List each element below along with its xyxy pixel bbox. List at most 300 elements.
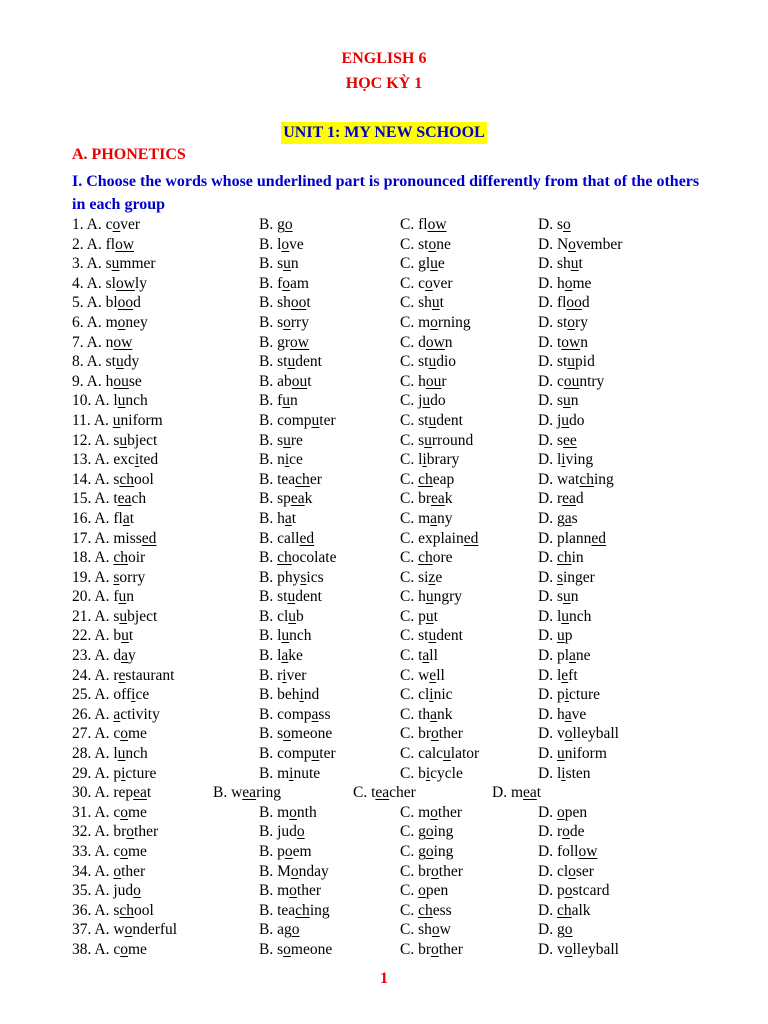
underlined-part: ch [119, 901, 135, 919]
word-prefix: st [418, 235, 429, 253]
word-prefix: v [556, 725, 565, 743]
question-row [72, 587, 712, 607]
word-suffix: ess [432, 901, 452, 919]
word-prefix: p [556, 686, 565, 704]
question-row [72, 509, 712, 529]
word-suffix: ver [120, 216, 141, 233]
word-suffix: ther [438, 725, 463, 743]
question-row [72, 489, 712, 509]
word-suffix: vember [575, 235, 623, 253]
word-prefix: c [418, 274, 425, 292]
word-suffix: d [581, 294, 590, 312]
underlined-part: o [281, 235, 290, 253]
word-suffix: do [569, 411, 585, 429]
option-d [538, 470, 614, 490]
word-suffix: brary [426, 451, 460, 469]
word-prefix: comp [277, 411, 312, 429]
option-letter: C. [400, 274, 419, 292]
word-prefix: l [556, 607, 562, 625]
word-suffix: ch [131, 490, 147, 508]
word-suffix: ctivity [120, 705, 160, 723]
word-suffix: ser [575, 862, 594, 880]
option-letter: A. [94, 647, 114, 665]
underlined-part: oo [566, 294, 582, 312]
option-letter: A. [94, 921, 114, 939]
underlined-part: ed [463, 529, 479, 547]
question-number: 9. [72, 372, 87, 390]
underlined-part: ea [431, 490, 445, 508]
option-letter: D. [538, 431, 557, 449]
question-row [72, 431, 712, 451]
question-row [72, 313, 712, 333]
option-c [400, 822, 453, 842]
word-suffix: t [291, 509, 297, 527]
option-b [259, 568, 324, 588]
word-suffix: de [569, 823, 585, 841]
question-number: 14. [72, 470, 95, 488]
unit-heading: UNIT 1: MY NEW SCHOOL [281, 122, 487, 144]
option-letter: B. [259, 274, 278, 292]
word-suffix: rning [437, 313, 471, 331]
underlined-part: e [561, 666, 569, 684]
underlined-part: o [425, 823, 434, 841]
word-prefix: sp [277, 490, 291, 508]
option-letter: A. [94, 705, 114, 723]
underlined-part: o [117, 313, 126, 331]
option-letter: D. [538, 529, 557, 547]
underlined-part: ou [113, 372, 129, 390]
option-a [72, 529, 156, 549]
option-letter: A. [94, 901, 114, 919]
question-number: 8. [72, 353, 87, 371]
word-suffix: t [306, 294, 311, 312]
option-d [538, 254, 583, 274]
option-letter: C. [400, 764, 419, 782]
word-suffix: ing [433, 843, 454, 860]
option-a [72, 313, 148, 333]
word-prefix: cl [418, 686, 430, 704]
word-prefix: s [113, 901, 120, 919]
option-a [72, 274, 147, 294]
option-c [400, 705, 453, 725]
word-prefix: g [418, 843, 426, 860]
underlined-part: ow [290, 333, 309, 351]
option-letter: A. [94, 803, 114, 821]
option-letter: C. [400, 745, 419, 763]
option-d [538, 333, 588, 353]
option-letter: A. [94, 862, 114, 880]
option-d [538, 842, 597, 862]
option-c [400, 587, 462, 607]
question-number: 6. [72, 313, 87, 331]
word-suffix: cture [125, 764, 157, 782]
option-letter: C. [400, 705, 419, 723]
question-number: 2. [72, 235, 87, 253]
word-prefix: cl [277, 607, 289, 625]
underlined-part: o [563, 216, 571, 233]
word-prefix: s [556, 588, 563, 606]
word-suffix: in [571, 549, 584, 567]
underlined-part: o [424, 274, 433, 292]
option-d [538, 274, 591, 294]
question-row [72, 274, 712, 294]
underlined-part: ch [556, 901, 572, 919]
option-b [259, 920, 299, 940]
word-prefix: m [418, 509, 431, 527]
underlined-part: o [126, 823, 135, 841]
word-suffix: ter [319, 745, 336, 763]
word-suffix: nk [437, 705, 453, 723]
underlined-part: u [115, 353, 124, 371]
word-prefix: calc [418, 745, 444, 763]
underlined-part: i [284, 451, 290, 469]
underlined-part: i [289, 764, 294, 782]
option-d [538, 352, 595, 372]
underlined-part: o [568, 862, 576, 880]
option-letter: A. [94, 470, 114, 488]
word-prefix: t [113, 490, 118, 508]
option-letter: B. [259, 294, 278, 312]
option-c [400, 764, 463, 784]
option-letter: D. [538, 823, 557, 841]
option-b [259, 215, 293, 235]
option-c [400, 862, 463, 882]
option-letter: D. [538, 901, 557, 919]
word-suffix: rround [431, 431, 474, 449]
word-suffix: ver [432, 274, 453, 292]
word-prefix: r [113, 666, 119, 684]
option-b [259, 411, 336, 431]
option-letter: B. [259, 823, 278, 841]
option-c [400, 529, 478, 549]
question-number: 24. [72, 666, 95, 684]
underlined-part: u [119, 607, 128, 625]
underlined-part: o [431, 862, 439, 880]
word-suffix: nderful [132, 921, 178, 939]
underlined-part: o [289, 882, 297, 900]
word-prefix: t [556, 333, 562, 351]
word-prefix: cl [556, 862, 569, 880]
option-a [72, 744, 148, 764]
word-suffix: e [435, 568, 443, 586]
option-letter: A. [86, 235, 106, 253]
option-letter: D. [538, 509, 557, 527]
word-suffix: w [439, 921, 451, 939]
option-c [400, 568, 442, 588]
word-suffix: ther [437, 803, 463, 821]
option-letter: A. [94, 882, 114, 900]
underlined-part: ea [117, 490, 132, 508]
section-heading: A. PHONETICS [72, 146, 186, 163]
word-prefix: s [277, 431, 284, 449]
word-suffix: ore [432, 549, 453, 567]
word-prefix: d [113, 647, 122, 665]
option-b [259, 646, 303, 666]
option-a [72, 764, 156, 784]
underlined-part: oo [117, 294, 134, 312]
option-b [259, 940, 332, 960]
option-letter: A. [94, 549, 114, 567]
word-prefix: th [418, 705, 431, 723]
underlined-part: ou [425, 372, 442, 390]
underlined-part: a [121, 647, 128, 665]
underlined-part: oo [290, 294, 307, 312]
option-letter: A. [94, 686, 114, 704]
word-prefix: s [277, 313, 284, 331]
word-suffix: d [575, 490, 584, 508]
word-prefix: g [556, 921, 565, 939]
option-letter: B. [259, 431, 278, 449]
word-prefix: s [277, 255, 284, 273]
word-suffix: ney [125, 313, 148, 331]
word-prefix: br [418, 940, 432, 958]
question-number: 5. [72, 294, 87, 312]
word-prefix: ag [277, 921, 292, 939]
word-prefix: t [371, 784, 376, 802]
underlined-part: i [131, 686, 136, 704]
word-suffix: t [307, 372, 312, 390]
underlined-part: a [564, 705, 572, 723]
word-suffix: ss [318, 705, 331, 723]
word-suffix: ter [319, 411, 336, 429]
word-suffix: am [290, 274, 309, 292]
option-b [213, 783, 281, 803]
word-prefix: b [418, 764, 426, 782]
underlined-part: u [281, 627, 290, 645]
option-letter: A. [93, 411, 113, 429]
option-letter: D. [538, 490, 557, 508]
option-letter: B. [259, 627, 278, 645]
word-suffix: orry [119, 568, 146, 586]
question-number: 12. [72, 431, 95, 449]
option-letter: A. [86, 313, 106, 331]
word-suffix: bject [127, 431, 158, 449]
word-suffix: nic [433, 686, 453, 704]
option-letter: C. [400, 451, 419, 469]
question-number: 18. [72, 549, 95, 567]
word-suffix: nch [569, 607, 592, 625]
underlined-part: ea [375, 784, 390, 802]
word-suffix: er [309, 470, 322, 488]
underlined-part: u [425, 588, 434, 606]
word-suffix: me [128, 843, 147, 860]
question-row [72, 920, 712, 940]
option-letter: C. [400, 392, 419, 410]
option-letter: B. [259, 255, 278, 273]
underlined-part: o [284, 216, 293, 233]
underlined-part: u [422, 392, 431, 410]
word-suffix: inger [563, 568, 595, 586]
word-prefix: m [418, 313, 431, 331]
underlined-part: a [122, 509, 130, 527]
question-row [72, 783, 712, 803]
word-suffix: y [128, 647, 136, 665]
underlined-part: u [563, 588, 571, 606]
option-b [259, 235, 304, 255]
underlined-part: z [428, 568, 436, 586]
word-suffix: ool [134, 901, 154, 919]
option-d [538, 548, 584, 568]
option-b [259, 274, 309, 294]
option-letter: A. [94, 784, 114, 802]
word-prefix: explain [418, 529, 464, 547]
option-b [259, 881, 321, 901]
document-title: ENGLISH 6 [341, 50, 427, 67]
word-prefix: g [556, 509, 565, 527]
underlined-part: i [561, 764, 566, 782]
option-letter: C. [400, 470, 419, 488]
option-d [538, 391, 579, 411]
option-a [72, 724, 147, 744]
question-row [72, 548, 712, 568]
word-suffix: nth [296, 803, 317, 821]
option-c [400, 431, 473, 451]
option-b [259, 509, 296, 529]
question-number: 1. [72, 216, 87, 233]
underlined-part: s [113, 568, 120, 586]
option-b [259, 529, 314, 549]
underlined-part: a [430, 509, 438, 527]
underlined-part: i [121, 764, 126, 782]
word-prefix: h [105, 372, 114, 390]
option-letter: B. [259, 549, 278, 567]
option-c [400, 391, 446, 411]
question-number: 29. [72, 764, 95, 782]
option-letter: B. [259, 705, 278, 723]
word-suffix: ce [135, 686, 150, 704]
underlined-part: u [430, 255, 438, 273]
word-prefix: l [556, 451, 562, 469]
option-letter: A. [94, 940, 114, 958]
word-prefix: p [556, 882, 565, 900]
word-prefix: f [277, 392, 283, 410]
option-a [72, 685, 149, 705]
underlined-part: o [284, 843, 293, 860]
option-d [538, 724, 619, 744]
option-b [259, 666, 306, 686]
underlined-part: u [431, 294, 440, 312]
option-c [400, 293, 444, 313]
word-suffix: ry [575, 313, 588, 331]
word-prefix: br [113, 823, 127, 841]
word-suffix: ther [438, 940, 463, 958]
underlined-part: u [117, 392, 126, 410]
option-letter: B. [259, 451, 278, 469]
option-letter: D. [538, 745, 557, 763]
option-letter: B. [259, 568, 278, 586]
word-prefix: sh [418, 294, 432, 312]
unit-heading-wrap [0, 122, 768, 144]
word-prefix: l [556, 666, 562, 684]
word-prefix: plann [556, 529, 592, 547]
question-row [72, 470, 712, 490]
word-suffix: p [564, 627, 573, 645]
word-suffix: s [571, 509, 578, 527]
option-letter: B. [259, 216, 278, 233]
underlined-part: o [564, 940, 573, 958]
word-prefix: miss [113, 529, 142, 547]
word-suffix: mmer [119, 255, 156, 273]
option-d [538, 372, 604, 392]
option-letter: B. [213, 784, 232, 802]
underlined-part: o [425, 843, 434, 860]
option-d [538, 862, 594, 882]
option-letter: D. [538, 411, 557, 429]
option-letter: C. [400, 882, 419, 900]
option-c [400, 254, 445, 274]
word-prefix: h [418, 588, 426, 606]
word-prefix: s [105, 255, 112, 273]
question-row [72, 744, 712, 764]
word-prefix: j [556, 411, 562, 429]
word-suffix: n [444, 333, 453, 351]
word-prefix: c [113, 803, 121, 821]
underlined-part: ea [290, 490, 305, 508]
word-suffix: niform [564, 745, 607, 763]
word-suffix: nch [125, 392, 148, 410]
option-c [400, 411, 463, 431]
question-row [72, 529, 712, 549]
question-number: 34. [72, 862, 95, 880]
option-letter: D. [538, 216, 557, 233]
option-d [538, 215, 571, 235]
word-suffix: pen [425, 882, 449, 900]
option-letter: D. [538, 725, 557, 743]
option-letter: B. [259, 392, 278, 410]
underlined-part: o [296, 823, 305, 841]
option-letter: C. [400, 627, 419, 645]
word-suffix: n [290, 392, 298, 410]
option-letter: D. [538, 666, 557, 684]
option-a [72, 822, 158, 842]
question-number: 17. [72, 529, 95, 547]
word-prefix: tea [277, 470, 296, 488]
word-suffix: ted [139, 451, 159, 469]
question-row [72, 901, 712, 921]
option-a [72, 391, 148, 411]
word-suffix: ing [309, 901, 330, 919]
word-prefix: s [113, 431, 120, 449]
option-d [492, 783, 541, 803]
underlined-part: a [422, 647, 430, 665]
option-c [400, 215, 447, 235]
underlined-part: ow [115, 235, 135, 253]
word-suffix: r [441, 372, 447, 390]
word-suffix: ntry [579, 372, 605, 390]
option-letter: B. [259, 411, 278, 429]
option-b [259, 450, 303, 470]
word-prefix: f [277, 274, 283, 292]
option-letter: C. [400, 431, 419, 449]
underlined-part: o [290, 862, 299, 880]
underlined-part: i [425, 764, 431, 782]
word-prefix: bl [105, 294, 118, 312]
word-suffix: sten [565, 764, 591, 782]
option-d [538, 744, 607, 764]
option-letter: A. [94, 745, 114, 763]
underlined-part: i [422, 451, 427, 469]
underlined-part: ch [418, 549, 433, 567]
option-b [259, 391, 298, 411]
option-d [538, 764, 591, 784]
underlined-part: o [431, 940, 439, 958]
option-b [259, 862, 329, 882]
option-d [538, 803, 587, 823]
option-letter: C. [400, 862, 419, 880]
option-letter: B. [259, 529, 278, 547]
option-a [72, 372, 142, 392]
word-prefix: st [556, 353, 568, 371]
